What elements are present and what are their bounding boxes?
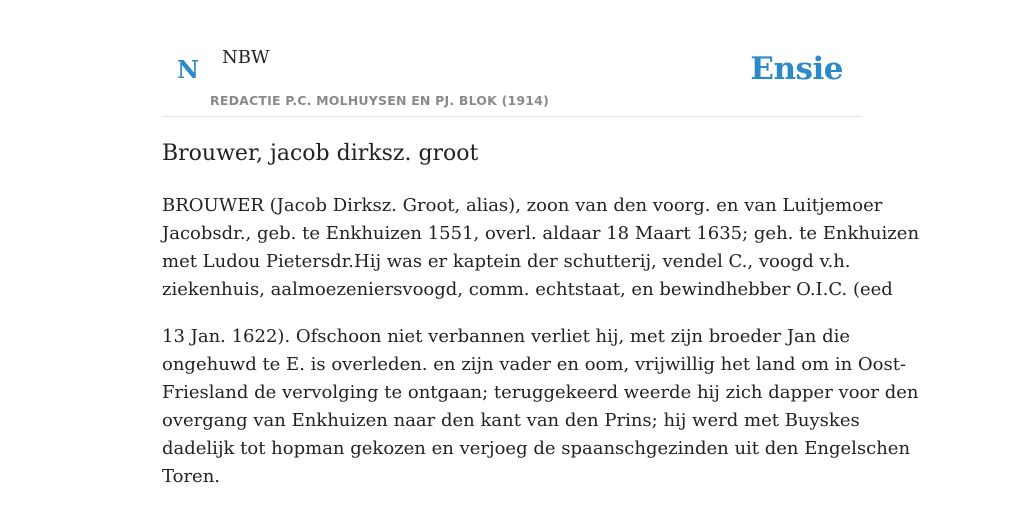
paragraph-line: ongehuwd te E. is overleden. en zijn vader en oom, vrijwillig het land om in Oost- (162, 354, 907, 375)
paragraph-line: Friesland de vervolging te ontgaan; teruggekeerd weerde hij zich dapper voor den (162, 382, 919, 403)
paragraph-line: overgang van Enkhuizen naar den kant van den Prins; hij werd met Buyskes (162, 410, 860, 431)
paragraph-line: dadelijk tot hopman gekozen en verjoeg de spaanschgezinden uit den Engelschen (162, 438, 911, 459)
source-logo-letter[interactable]: N (177, 55, 199, 84)
source-editors: REDACTIE P.C. MOLHUYSEN EN PJ. BLOK (1914) (210, 93, 549, 108)
paragraph-line: Jacobsdr., geb. te Enkhuizen 1551, overl. aldaar 18 Maart 1635; geh. te Enkhuizen (162, 223, 920, 244)
paragraph-line: BROUWER (Jacob Dirksz. Groot, alias), zoon van den voorg. en van Luitjemoer (162, 195, 883, 216)
article-title: Brouwer, jacob dirksz. groot (162, 141, 479, 166)
site-header (162, 0, 862, 117)
source-name[interactable]: NBW (222, 47, 270, 68)
paragraph-line: met Ludou Pietersdr.Hij was er kaptein der schutterij, vendel C., voogd v.h. (162, 251, 851, 272)
paragraph-line: Toren. (162, 466, 221, 487)
article-paragraph-2 (162, 323, 919, 491)
article-paragraph-1 (162, 192, 920, 304)
ensie-logo[interactable]: Ensie (750, 51, 843, 87)
paragraph-line: ziekenhuis, aalmoezeniersvoogd, comm. echtstaat, en bewindhebber O.I.C. (eed (162, 279, 893, 300)
paragraph-line: 13 Jan. 1622). Ofschoon niet verbannen verliet hij, met zijn broeder Jan die (162, 326, 851, 347)
